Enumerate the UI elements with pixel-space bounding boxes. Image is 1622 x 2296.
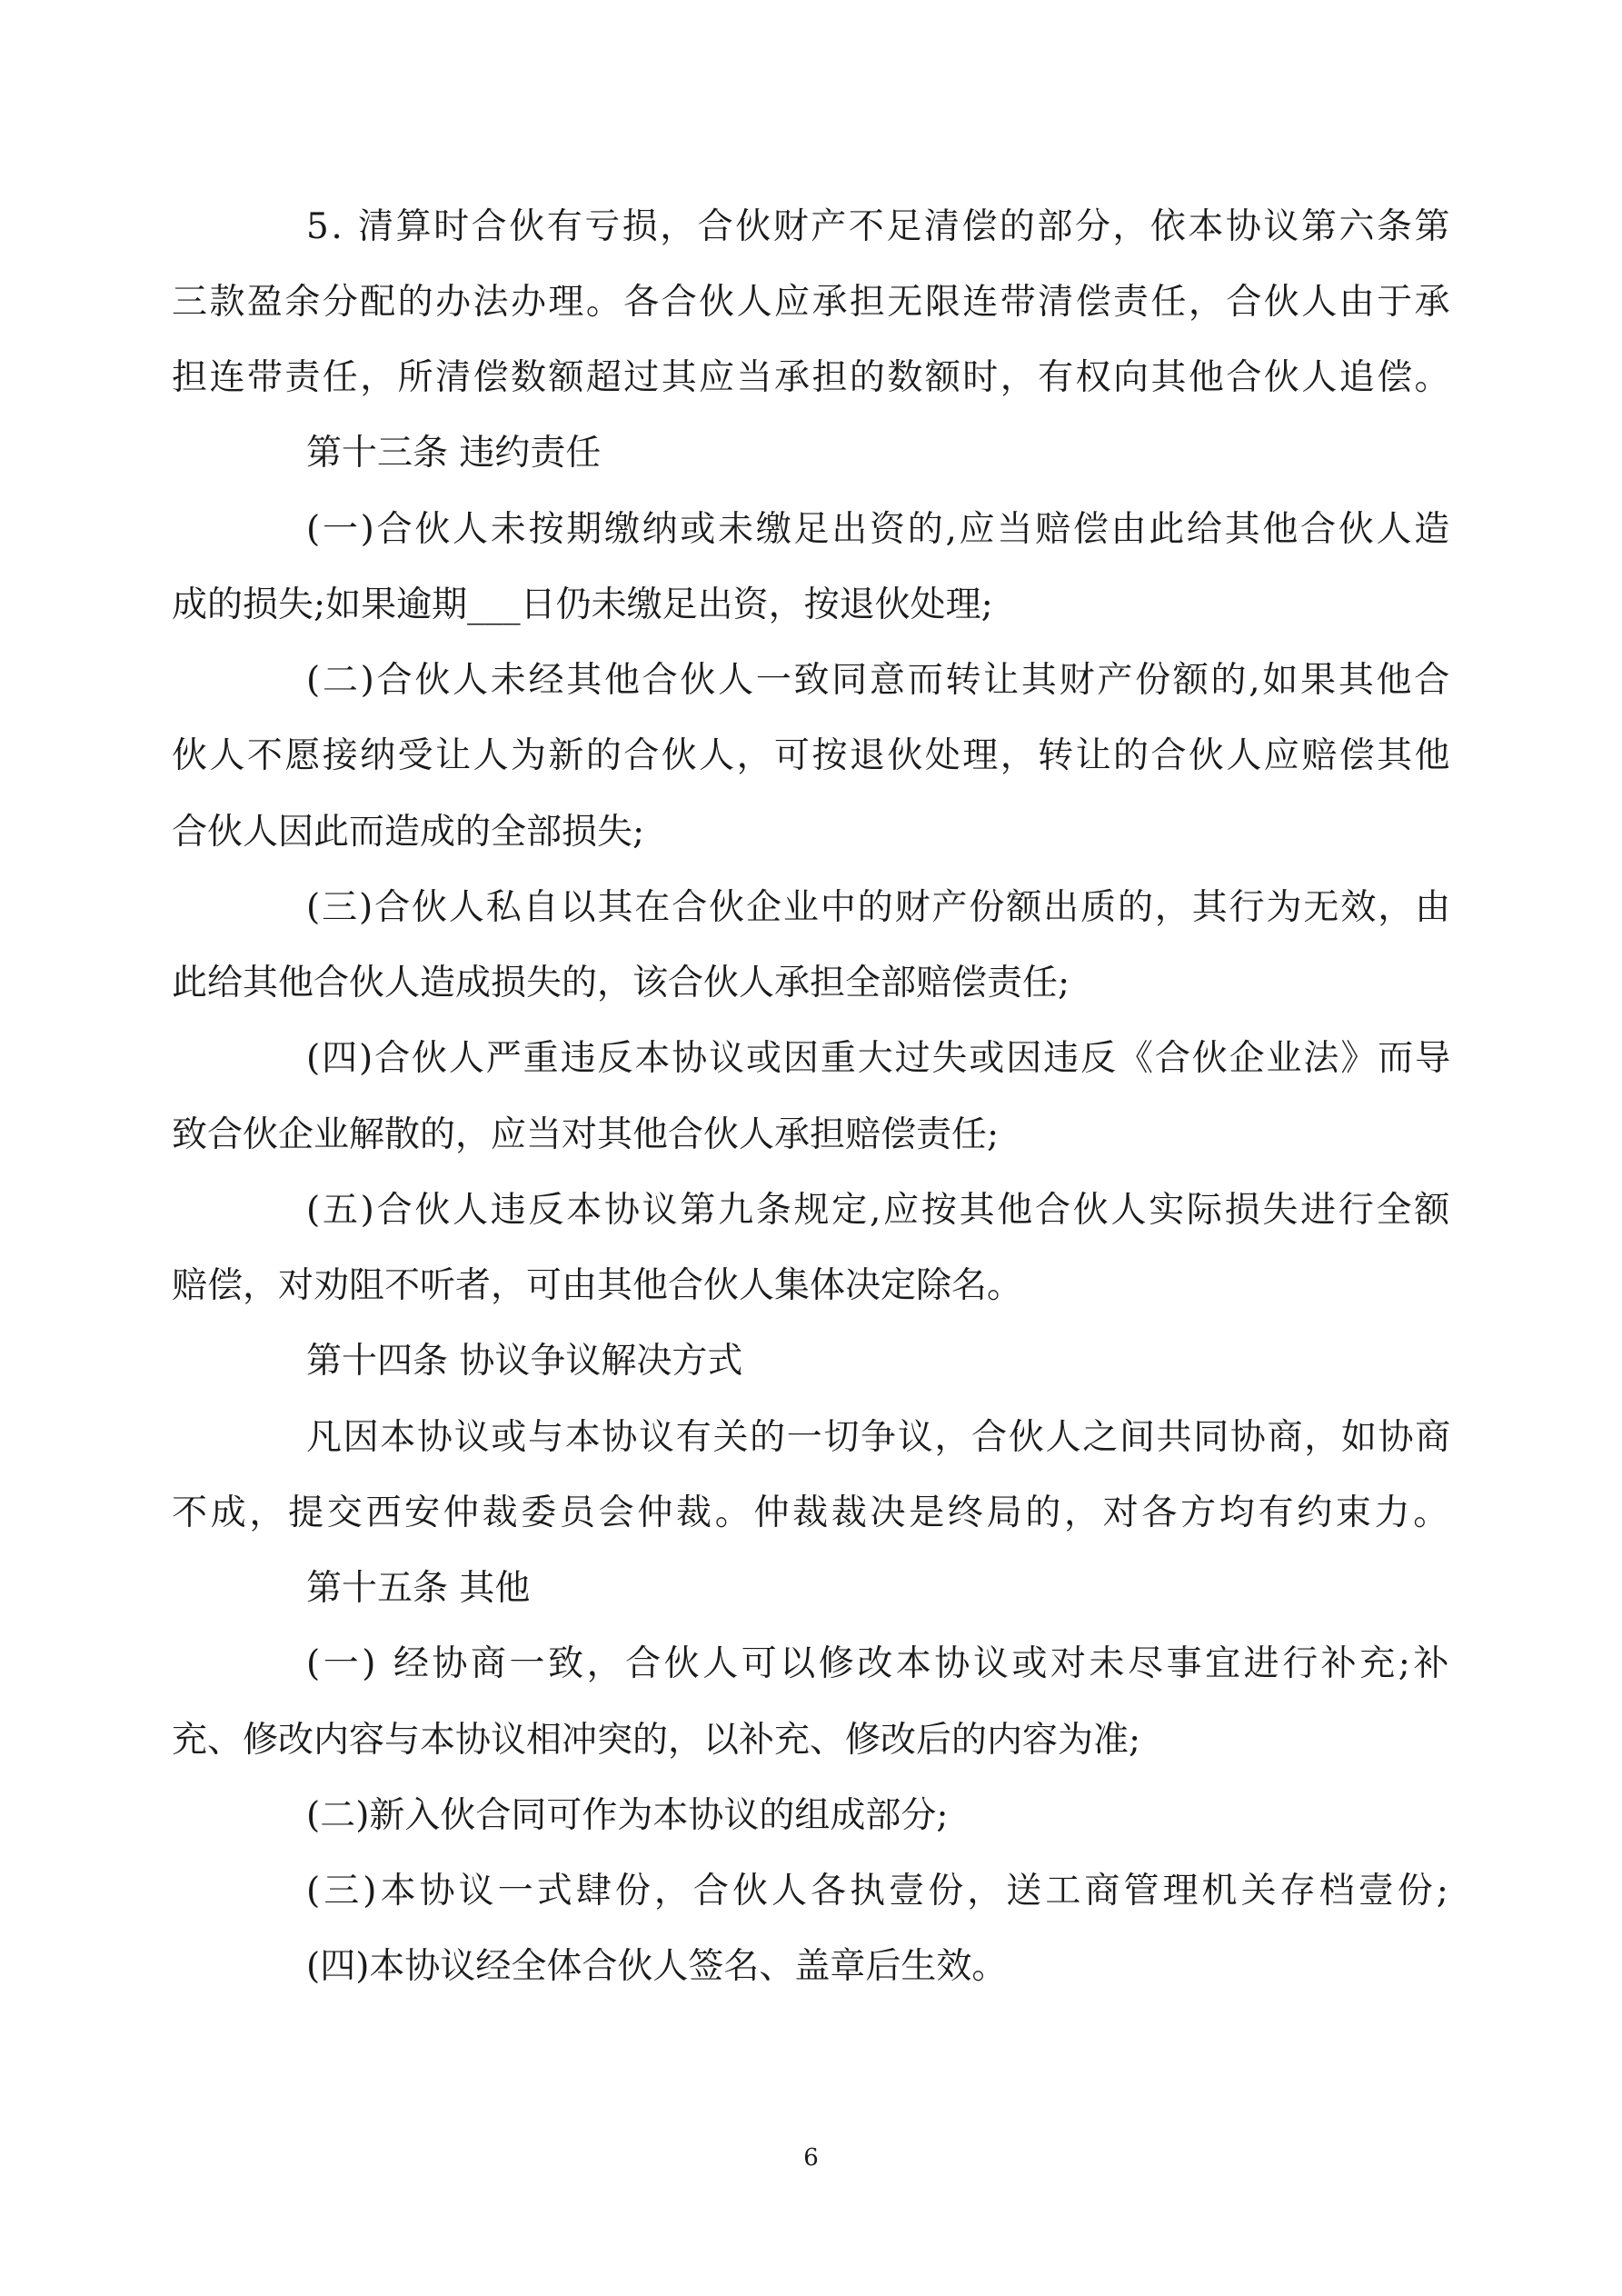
- text-line: [0, 346, 1622, 410]
- text-line-content: 担连带责任，所清偿数额超过其应当承担的数额时，有权向其他合伙人追偿。: [172, 357, 1452, 398]
- text-line: [0, 1784, 1622, 1848]
- text-line: [0, 1709, 1622, 1772]
- text-line-content: 致合伙企业解散的，应当对其他合伙人承担赔偿责任;: [172, 1114, 1000, 1155]
- text-line-content: 凡因本协议或与本协议有关的一切争议，合伙人之间共同协商，如协商: [306, 1417, 1452, 1458]
- text-line: [0, 1482, 1622, 1545]
- text-line: [0, 1179, 1622, 1243]
- text-line-content: (二)新入伙合同可作为本协议的组成部分;: [306, 1795, 949, 1836]
- text-line: [0, 801, 1622, 864]
- text-line: [0, 1935, 1622, 1999]
- text-line-content: (一)合伙人未按期缴纳或未缴足出资的,应当赔偿由此给其他合伙人造: [306, 509, 1452, 550]
- text-line: [0, 422, 1622, 485]
- text-line-content: 三款盈余分配的办法办理。各合伙人应承担无限连带清偿责任，合伙人由于承: [172, 282, 1452, 323]
- text-line-content: (四)合伙人严重违反本协议或因重大过失或因违反《合伙企业法》而导: [306, 1038, 1452, 1079]
- text-line: [0, 1557, 1622, 1621]
- text-line-content: 第十三条 违约责任: [306, 433, 602, 474]
- text-line: [0, 574, 1622, 637]
- text-line-content: 充、修改内容与本协议相冲突的，以补充、修改后的内容为准;: [172, 1720, 1141, 1761]
- text-line: [0, 1103, 1622, 1167]
- text-line-content: (三)合伙人私自以其在合伙企业中的财产份额出质的，其行为无效，由: [306, 887, 1452, 928]
- text-line-content: 成的损失;如果逾期___日仍未缴足出资，按退伙处理;: [172, 584, 993, 625]
- text-line-content: 第十五条 其他: [306, 1568, 531, 1609]
- text-line: [0, 1330, 1622, 1393]
- text-line-content: 5. 清算时合伙有亏损，合伙财产不足清偿的部分，依本协议第六条第: [306, 206, 1452, 247]
- text-line: [0, 1027, 1622, 1091]
- text-line-content: 伙人不愿接纳受让人为新的合伙人，可按退伙处理，转让的合伙人应赔偿其他: [172, 735, 1452, 776]
- text-line-content: 不成，提交西安仲裁委员会仲裁。仲裁裁决是终局的，对各方均有约束力。: [172, 1492, 1452, 1533]
- text-line: [0, 195, 1622, 259]
- page-number: 6: [803, 2144, 819, 2171]
- text-line: [0, 1632, 1622, 1696]
- text-line-content: 赔偿，对劝阻不听者，可由其他合伙人集体决定除名。: [172, 1265, 1023, 1306]
- text-line-content: 合伙人因此而造成的全部损失;: [172, 812, 645, 853]
- text-line-content: (四)本协议经全体合伙人签名、盖章后生效。: [306, 1946, 1008, 1987]
- text-line: [0, 1860, 1622, 1923]
- text-line-content: 第十四条 协议争议解决方式: [306, 1341, 743, 1382]
- text-line-content: (二)合伙人未经其他合伙人一致同意而转让其财产份额的,如果其他合: [306, 660, 1452, 701]
- text-line: [0, 1406, 1622, 1470]
- text-line: [0, 952, 1622, 1015]
- text-line-content: (三)本协议一式肆份，合伙人各执壹份，送工商管理机关存档壹份;: [306, 1871, 1452, 1912]
- text-line: [0, 1254, 1622, 1318]
- text-line: [0, 271, 1622, 334]
- text-line: [0, 498, 1622, 562]
- text-line: [0, 876, 1622, 940]
- text-line-content: 此给其他合伙人造成损失的，该合伙人承担全部赔偿责任;: [172, 963, 1070, 1003]
- text-line-content: (五)合伙人违反本协议第九条规定,应按其他合伙人实际损失进行全额: [306, 1190, 1452, 1231]
- text-line: [0, 724, 1622, 788]
- text-line: [0, 649, 1622, 713]
- text-line-content: (一) 经协商一致，合伙人可以修改本协议或对未尽事宜进行补充;补: [306, 1643, 1452, 1684]
